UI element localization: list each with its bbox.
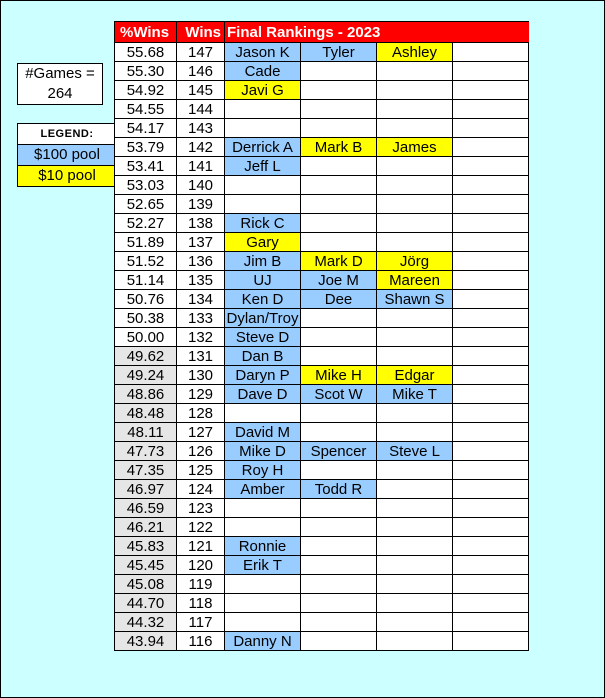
wins-cell: 123	[177, 499, 225, 518]
name-cell-2: Dee	[301, 290, 377, 309]
name-cell-2: Tyler	[301, 43, 377, 62]
wins-cell: 126	[177, 442, 225, 461]
empty-cell	[453, 176, 529, 195]
name-cell-2: Joe M	[301, 271, 377, 290]
name-cell-3	[377, 613, 453, 632]
name-cell-1	[225, 404, 301, 423]
name-cell-2	[301, 404, 377, 423]
table-row	[115, 43, 529, 62]
name-cell-1: Javi G	[225, 81, 301, 100]
name-cell-2	[301, 176, 377, 195]
name-cell-1: Derrick A	[225, 138, 301, 157]
name-cell-3	[377, 328, 453, 347]
wins-cell: 133	[177, 309, 225, 328]
name-cell-1	[225, 518, 301, 537]
name-cell-3	[377, 575, 453, 594]
wins-cell: 145	[177, 81, 225, 100]
rankings-table	[114, 21, 529, 651]
table-row	[115, 252, 529, 271]
name-cell-1: Ken D	[225, 290, 301, 309]
name-cell-2	[301, 613, 377, 632]
name-cell-2	[301, 214, 377, 233]
table-row	[115, 81, 529, 100]
name-cell-3	[377, 461, 453, 480]
name-cell-1: Erik T	[225, 556, 301, 575]
empty-cell	[453, 290, 529, 309]
pct-wins-cell: 55.68	[115, 43, 177, 62]
name-cell-1	[225, 100, 301, 119]
name-cell-2	[301, 537, 377, 556]
pct-wins-cell: 53.03	[115, 176, 177, 195]
header-row	[115, 22, 529, 43]
table-row	[115, 404, 529, 423]
name-cell-3: Steve L	[377, 442, 453, 461]
name-cell-1: Jeff L	[225, 157, 301, 176]
name-cell-1: Gary	[225, 233, 301, 252]
table-row	[115, 195, 529, 214]
wins-cell: 142	[177, 138, 225, 157]
name-cell-3	[377, 157, 453, 176]
name-cell-2	[301, 157, 377, 176]
wins-cell: 117	[177, 613, 225, 632]
table-row	[115, 480, 529, 499]
name-cell-2	[301, 309, 377, 328]
wins-cell: 138	[177, 214, 225, 233]
header-title: Final Rankings - 2023	[225, 22, 529, 43]
empty-cell	[453, 43, 529, 62]
name-cell-2: Todd R	[301, 480, 377, 499]
name-cell-2	[301, 62, 377, 81]
pct-wins-cell: 49.62	[115, 347, 177, 366]
name-cell-3: James	[377, 138, 453, 157]
wins-cell: 129	[177, 385, 225, 404]
wins-cell: 141	[177, 157, 225, 176]
header-wins: Wins	[177, 22, 225, 43]
table-row	[115, 613, 529, 632]
wins-cell: 143	[177, 119, 225, 138]
pct-wins-cell: 48.86	[115, 385, 177, 404]
name-cell-1: Cade	[225, 62, 301, 81]
name-cell-3	[377, 556, 453, 575]
empty-cell	[453, 81, 529, 100]
name-cell-1	[225, 499, 301, 518]
pct-wins-cell: 48.11	[115, 423, 177, 442]
name-cell-1: David M	[225, 423, 301, 442]
name-cell-3: Shawn S	[377, 290, 453, 309]
empty-cell	[453, 271, 529, 290]
pct-wins-cell: 46.97	[115, 480, 177, 499]
empty-cell	[453, 100, 529, 119]
name-cell-2	[301, 347, 377, 366]
pct-wins-cell: 50.38	[115, 309, 177, 328]
empty-cell	[453, 632, 529, 651]
table-row	[115, 499, 529, 518]
name-cell-1: Mike D	[225, 442, 301, 461]
header-pct-wins: %Wins	[115, 22, 177, 43]
name-cell-1: Ronnie	[225, 537, 301, 556]
empty-cell	[453, 347, 529, 366]
name-cell-2	[301, 499, 377, 518]
wins-cell: 147	[177, 43, 225, 62]
pct-wins-cell: 43.94	[115, 632, 177, 651]
table-row	[115, 423, 529, 442]
table-row	[115, 100, 529, 119]
table-row	[115, 347, 529, 366]
name-cell-1: Dave D	[225, 385, 301, 404]
name-cell-2	[301, 195, 377, 214]
table-row	[115, 442, 529, 461]
name-cell-1: Roy H	[225, 461, 301, 480]
name-cell-1: UJ	[225, 271, 301, 290]
name-cell-3: Edgar	[377, 366, 453, 385]
name-cell-2	[301, 518, 377, 537]
name-cell-3	[377, 537, 453, 556]
name-cell-2: Mark D	[301, 252, 377, 271]
name-cell-2	[301, 81, 377, 100]
name-cell-3	[377, 404, 453, 423]
pct-wins-cell: 45.83	[115, 537, 177, 556]
wins-cell: 118	[177, 594, 225, 613]
table-row	[115, 537, 529, 556]
name-cell-3: Jörg	[377, 252, 453, 271]
empty-cell	[453, 233, 529, 252]
name-cell-2	[301, 575, 377, 594]
name-cell-1: Jason K	[225, 43, 301, 62]
wins-cell: 127	[177, 423, 225, 442]
empty-cell	[453, 385, 529, 404]
table-row	[115, 556, 529, 575]
wins-cell: 134	[177, 290, 225, 309]
pct-wins-cell: 53.79	[115, 138, 177, 157]
name-cell-3	[377, 309, 453, 328]
name-cell-3	[377, 100, 453, 119]
name-cell-3	[377, 119, 453, 138]
empty-cell	[453, 62, 529, 81]
table-row	[115, 518, 529, 537]
pct-wins-cell: 53.41	[115, 157, 177, 176]
pct-wins-cell: 49.24	[115, 366, 177, 385]
wins-cell: 128	[177, 404, 225, 423]
name-cell-1: Jim B	[225, 252, 301, 271]
empty-cell	[453, 575, 529, 594]
name-cell-3	[377, 81, 453, 100]
empty-cell	[453, 138, 529, 157]
name-cell-1: Dylan/Troy	[225, 309, 301, 328]
name-cell-2	[301, 119, 377, 138]
pct-wins-cell: 54.55	[115, 100, 177, 119]
table-row	[115, 632, 529, 651]
pct-wins-cell: 52.27	[115, 214, 177, 233]
wins-cell: 122	[177, 518, 225, 537]
name-cell-2: Spencer	[301, 442, 377, 461]
wins-cell: 135	[177, 271, 225, 290]
name-cell-3	[377, 214, 453, 233]
empty-cell	[453, 518, 529, 537]
name-cell-3	[377, 423, 453, 442]
legend-10-pool: $10 pool	[18, 165, 116, 186]
empty-cell	[453, 461, 529, 480]
empty-cell	[453, 613, 529, 632]
table-row	[115, 214, 529, 233]
empty-cell	[453, 328, 529, 347]
table-row	[115, 119, 529, 138]
empty-cell	[453, 195, 529, 214]
wins-cell: 132	[177, 328, 225, 347]
wins-cell: 124	[177, 480, 225, 499]
pct-wins-cell: 47.73	[115, 442, 177, 461]
legend	[17, 123, 117, 187]
empty-cell	[453, 366, 529, 385]
name-cell-3	[377, 347, 453, 366]
name-cell-1	[225, 195, 301, 214]
name-cell-1	[225, 575, 301, 594]
empty-cell	[453, 157, 529, 176]
name-cell-1	[225, 594, 301, 613]
empty-cell	[453, 499, 529, 518]
name-cell-2	[301, 594, 377, 613]
pct-wins-cell: 54.17	[115, 119, 177, 138]
wins-cell: 146	[177, 62, 225, 81]
name-cell-3	[377, 518, 453, 537]
pct-wins-cell: 54.92	[115, 81, 177, 100]
table-row	[115, 328, 529, 347]
table-row	[115, 309, 529, 328]
name-cell-1	[225, 176, 301, 195]
wins-cell: 130	[177, 366, 225, 385]
name-cell-3: Ashley	[377, 43, 453, 62]
pct-wins-cell: 47.35	[115, 461, 177, 480]
name-cell-3	[377, 195, 453, 214]
empty-cell	[453, 556, 529, 575]
wins-cell: 131	[177, 347, 225, 366]
pct-wins-cell: 45.08	[115, 575, 177, 594]
wins-cell: 139	[177, 195, 225, 214]
table-row	[115, 385, 529, 404]
name-cell-3: Mareen	[377, 271, 453, 290]
pct-wins-cell: 51.14	[115, 271, 177, 290]
pct-wins-cell: 51.52	[115, 252, 177, 271]
pct-wins-cell: 44.70	[115, 594, 177, 613]
pct-wins-cell: 52.65	[115, 195, 177, 214]
empty-cell	[453, 480, 529, 499]
name-cell-1	[225, 119, 301, 138]
name-cell-2	[301, 233, 377, 252]
empty-cell	[453, 423, 529, 442]
legend-title: LEGEND:	[18, 124, 116, 144]
table-row	[115, 176, 529, 195]
empty-cell	[453, 214, 529, 233]
name-cell-2	[301, 423, 377, 442]
name-cell-3	[377, 233, 453, 252]
wins-cell: 120	[177, 556, 225, 575]
wins-cell: 137	[177, 233, 225, 252]
table-row	[115, 233, 529, 252]
wins-cell: 144	[177, 100, 225, 119]
pct-wins-cell: 50.76	[115, 290, 177, 309]
wins-cell: 140	[177, 176, 225, 195]
name-cell-2	[301, 556, 377, 575]
name-cell-1: Danny N	[225, 632, 301, 651]
table-row	[115, 594, 529, 613]
empty-cell	[453, 537, 529, 556]
name-cell-2	[301, 632, 377, 651]
name-cell-1	[225, 613, 301, 632]
name-cell-2: Scot W	[301, 385, 377, 404]
name-cell-2: Mike H	[301, 366, 377, 385]
empty-cell	[453, 404, 529, 423]
table-row	[115, 461, 529, 480]
pct-wins-cell: 51.89	[115, 233, 177, 252]
legend-100-pool: $100 pool	[18, 144, 116, 165]
name-cell-2: Mark B	[301, 138, 377, 157]
name-cell-1: Dan B	[225, 347, 301, 366]
name-cell-2	[301, 328, 377, 347]
pct-wins-cell: 48.48	[115, 404, 177, 423]
table-row	[115, 290, 529, 309]
name-cell-3: Mike T	[377, 385, 453, 404]
table-row	[115, 62, 529, 81]
name-cell-3	[377, 632, 453, 651]
name-cell-3	[377, 594, 453, 613]
name-cell-3	[377, 176, 453, 195]
pct-wins-cell: 45.45	[115, 556, 177, 575]
empty-cell	[453, 309, 529, 328]
games-value: 264	[47, 85, 73, 102]
wins-cell: 121	[177, 537, 225, 556]
wins-cell: 136	[177, 252, 225, 271]
pct-wins-cell: 55.30	[115, 62, 177, 81]
empty-cell	[453, 594, 529, 613]
wins-cell: 119	[177, 575, 225, 594]
games-count-box	[17, 63, 103, 105]
wins-cell: 125	[177, 461, 225, 480]
pct-wins-cell: 50.00	[115, 328, 177, 347]
table-row	[115, 157, 529, 176]
table-row	[115, 271, 529, 290]
name-cell-3	[377, 480, 453, 499]
pct-wins-cell: 44.32	[115, 613, 177, 632]
table-row	[115, 138, 529, 157]
empty-cell	[453, 119, 529, 138]
name-cell-1: Rick C	[225, 214, 301, 233]
name-cell-2	[301, 100, 377, 119]
wins-cell: 116	[177, 632, 225, 651]
table-row	[115, 575, 529, 594]
name-cell-1: Daryn P	[225, 366, 301, 385]
games-label: #Games =	[25, 65, 95, 82]
name-cell-1: Amber	[225, 480, 301, 499]
name-cell-2	[301, 461, 377, 480]
rankings-body	[115, 43, 529, 651]
empty-cell	[453, 442, 529, 461]
name-cell-3	[377, 499, 453, 518]
name-cell-3	[377, 62, 453, 81]
name-cell-1: Steve D	[225, 328, 301, 347]
table-row	[115, 366, 529, 385]
pct-wins-cell: 46.21	[115, 518, 177, 537]
empty-cell	[453, 252, 529, 271]
pct-wins-cell: 46.59	[115, 499, 177, 518]
